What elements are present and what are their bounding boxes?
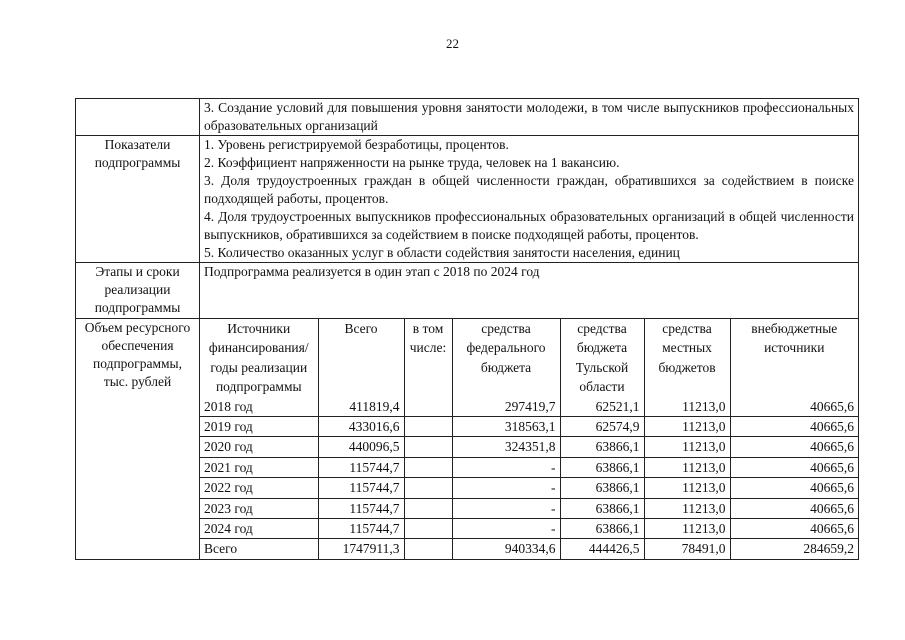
total-cell: 1747911,3 [318,539,404,559]
federal-cell: - [452,457,560,477]
total-cell: 115744,7 [318,457,404,477]
including-cell [404,478,452,498]
regional-cell: 63866,1 [560,498,644,518]
funding-year-row [200,478,858,498]
total-cell: 115744,7 [318,519,404,539]
regional-cell: 444426,5 [560,539,644,559]
local-cell: 11213,0 [644,457,730,477]
regional-cell: 63866,1 [560,437,644,457]
extra-cell: 40665,6 [730,457,858,477]
funding-label: Объем ресурсного обеспечения подпрограммы, тыс. рублей [76,319,200,560]
regional-cell: 63866,1 [560,457,644,477]
regional-cell: 63866,1 [560,519,644,539]
local-cell: 78491,0 [644,539,730,559]
stages-label: Этапы и сроки реализации подпрограммы [76,263,200,319]
total-cell: 115744,7 [318,478,404,498]
local-cell: 11213,0 [644,478,730,498]
total-cell: 115744,7 [318,498,404,518]
federal-cell: 940334,6 [452,539,560,559]
local-cell: 11213,0 [644,498,730,518]
year-cell: 2024 год [200,519,318,539]
federal-cell: - [452,478,560,498]
federal-cell: 297419,7 [452,397,560,417]
including-cell [404,437,452,457]
funding-year-row [200,437,858,457]
extra-cell: 40665,6 [730,519,858,539]
header-total: Всего [318,319,404,397]
funding-table [200,319,858,559]
extra-cell: 284659,2 [730,539,858,559]
header-local: средства местных бюджетов [644,319,730,397]
page-number: 22 [446,36,459,51]
federal-cell: - [452,519,560,539]
extra-cell: 40665,6 [730,437,858,457]
year-cell: 2021 год [200,457,318,477]
goal-text: 3. Создание условий для повышения уровня занятости молодежи, в том числе выпускников профессиональных образовательных организаций [200,99,859,136]
funding-year-row [200,417,858,437]
year-cell: 2019 год [200,417,318,437]
year-cell: Всего [200,539,318,559]
funding-header-row [200,319,858,397]
stages-row [76,263,859,319]
including-cell [404,397,452,417]
extra-cell: 40665,6 [730,397,858,417]
year-cell: 2018 год [200,397,318,417]
regional-cell: 63866,1 [560,478,644,498]
funding-year-row [200,498,858,518]
indicator-item: 1. Уровень регистрируемой безработицы, процентов. [204,137,509,152]
local-cell: 11213,0 [644,519,730,539]
year-cell: 2023 год [200,498,318,518]
goal-row-label [76,99,200,136]
indicator-item: 2. Коэффициент напряженности на рынке труда, человек на 1 вакансию. [204,155,620,170]
header-federal: средства федерального бюджета [452,319,560,397]
indicators-label: Показатели подпрограммы [76,136,200,263]
federal-cell: 318563,1 [452,417,560,437]
funding-body [200,397,858,559]
funding-row [76,319,859,560]
header-regional: средства бюджета Тульской области [560,319,644,397]
year-cell: 2020 год [200,437,318,457]
funding-year-row [200,457,858,477]
indicator-item: 4. Доля трудоустроенных выпускников профессиональных образовательных организаций в общей численности выпускников, обратившихся за содействием в поиске подходящей работы, процентов. [204,209,854,242]
including-cell [404,457,452,477]
header-extra: внебюджетные источники [730,319,858,397]
including-cell [404,498,452,518]
local-cell: 11213,0 [644,437,730,457]
indicator-item: 5. Количество оказанных услуг в области содействия занятости населения, единиц [204,245,680,260]
year-cell: 2022 год [200,478,318,498]
funding-year-row [200,397,858,417]
goal-row [76,99,859,136]
total-cell: 411819,4 [318,397,404,417]
federal-cell: - [452,498,560,518]
federal-cell: 324351,8 [452,437,560,457]
including-cell [404,417,452,437]
funding-table-cell [200,319,859,560]
including-cell [404,519,452,539]
regional-cell: 62574,9 [560,417,644,437]
total-cell: 440096,5 [318,437,404,457]
funding-year-row [200,519,858,539]
header-source: Источники финансирования/ годы реализации подпрограммы [200,319,318,397]
indicator-item: 3. Доля трудоустроенных граждан в общей численности граждан, обратившихся за содействием в поиске подходящей работы, процентов. [204,173,854,206]
funding-total-row [200,539,858,559]
header-including: в том числе: [404,319,452,397]
local-cell: 11213,0 [644,397,730,417]
indicators-row [76,136,859,263]
total-cell: 433016,6 [318,417,404,437]
extra-cell: 40665,6 [730,498,858,518]
extra-cell: 40665,6 [730,417,858,437]
subprogram-passport-table [75,98,859,560]
local-cell: 11213,0 [644,417,730,437]
regional-cell: 62521,1 [560,397,644,417]
stages-text: Подпрограмма реализуется в один этап с 2018 по 2024 год [200,263,859,319]
extra-cell: 40665,6 [730,478,858,498]
indicators-list [200,136,859,263]
including-cell [404,539,452,559]
